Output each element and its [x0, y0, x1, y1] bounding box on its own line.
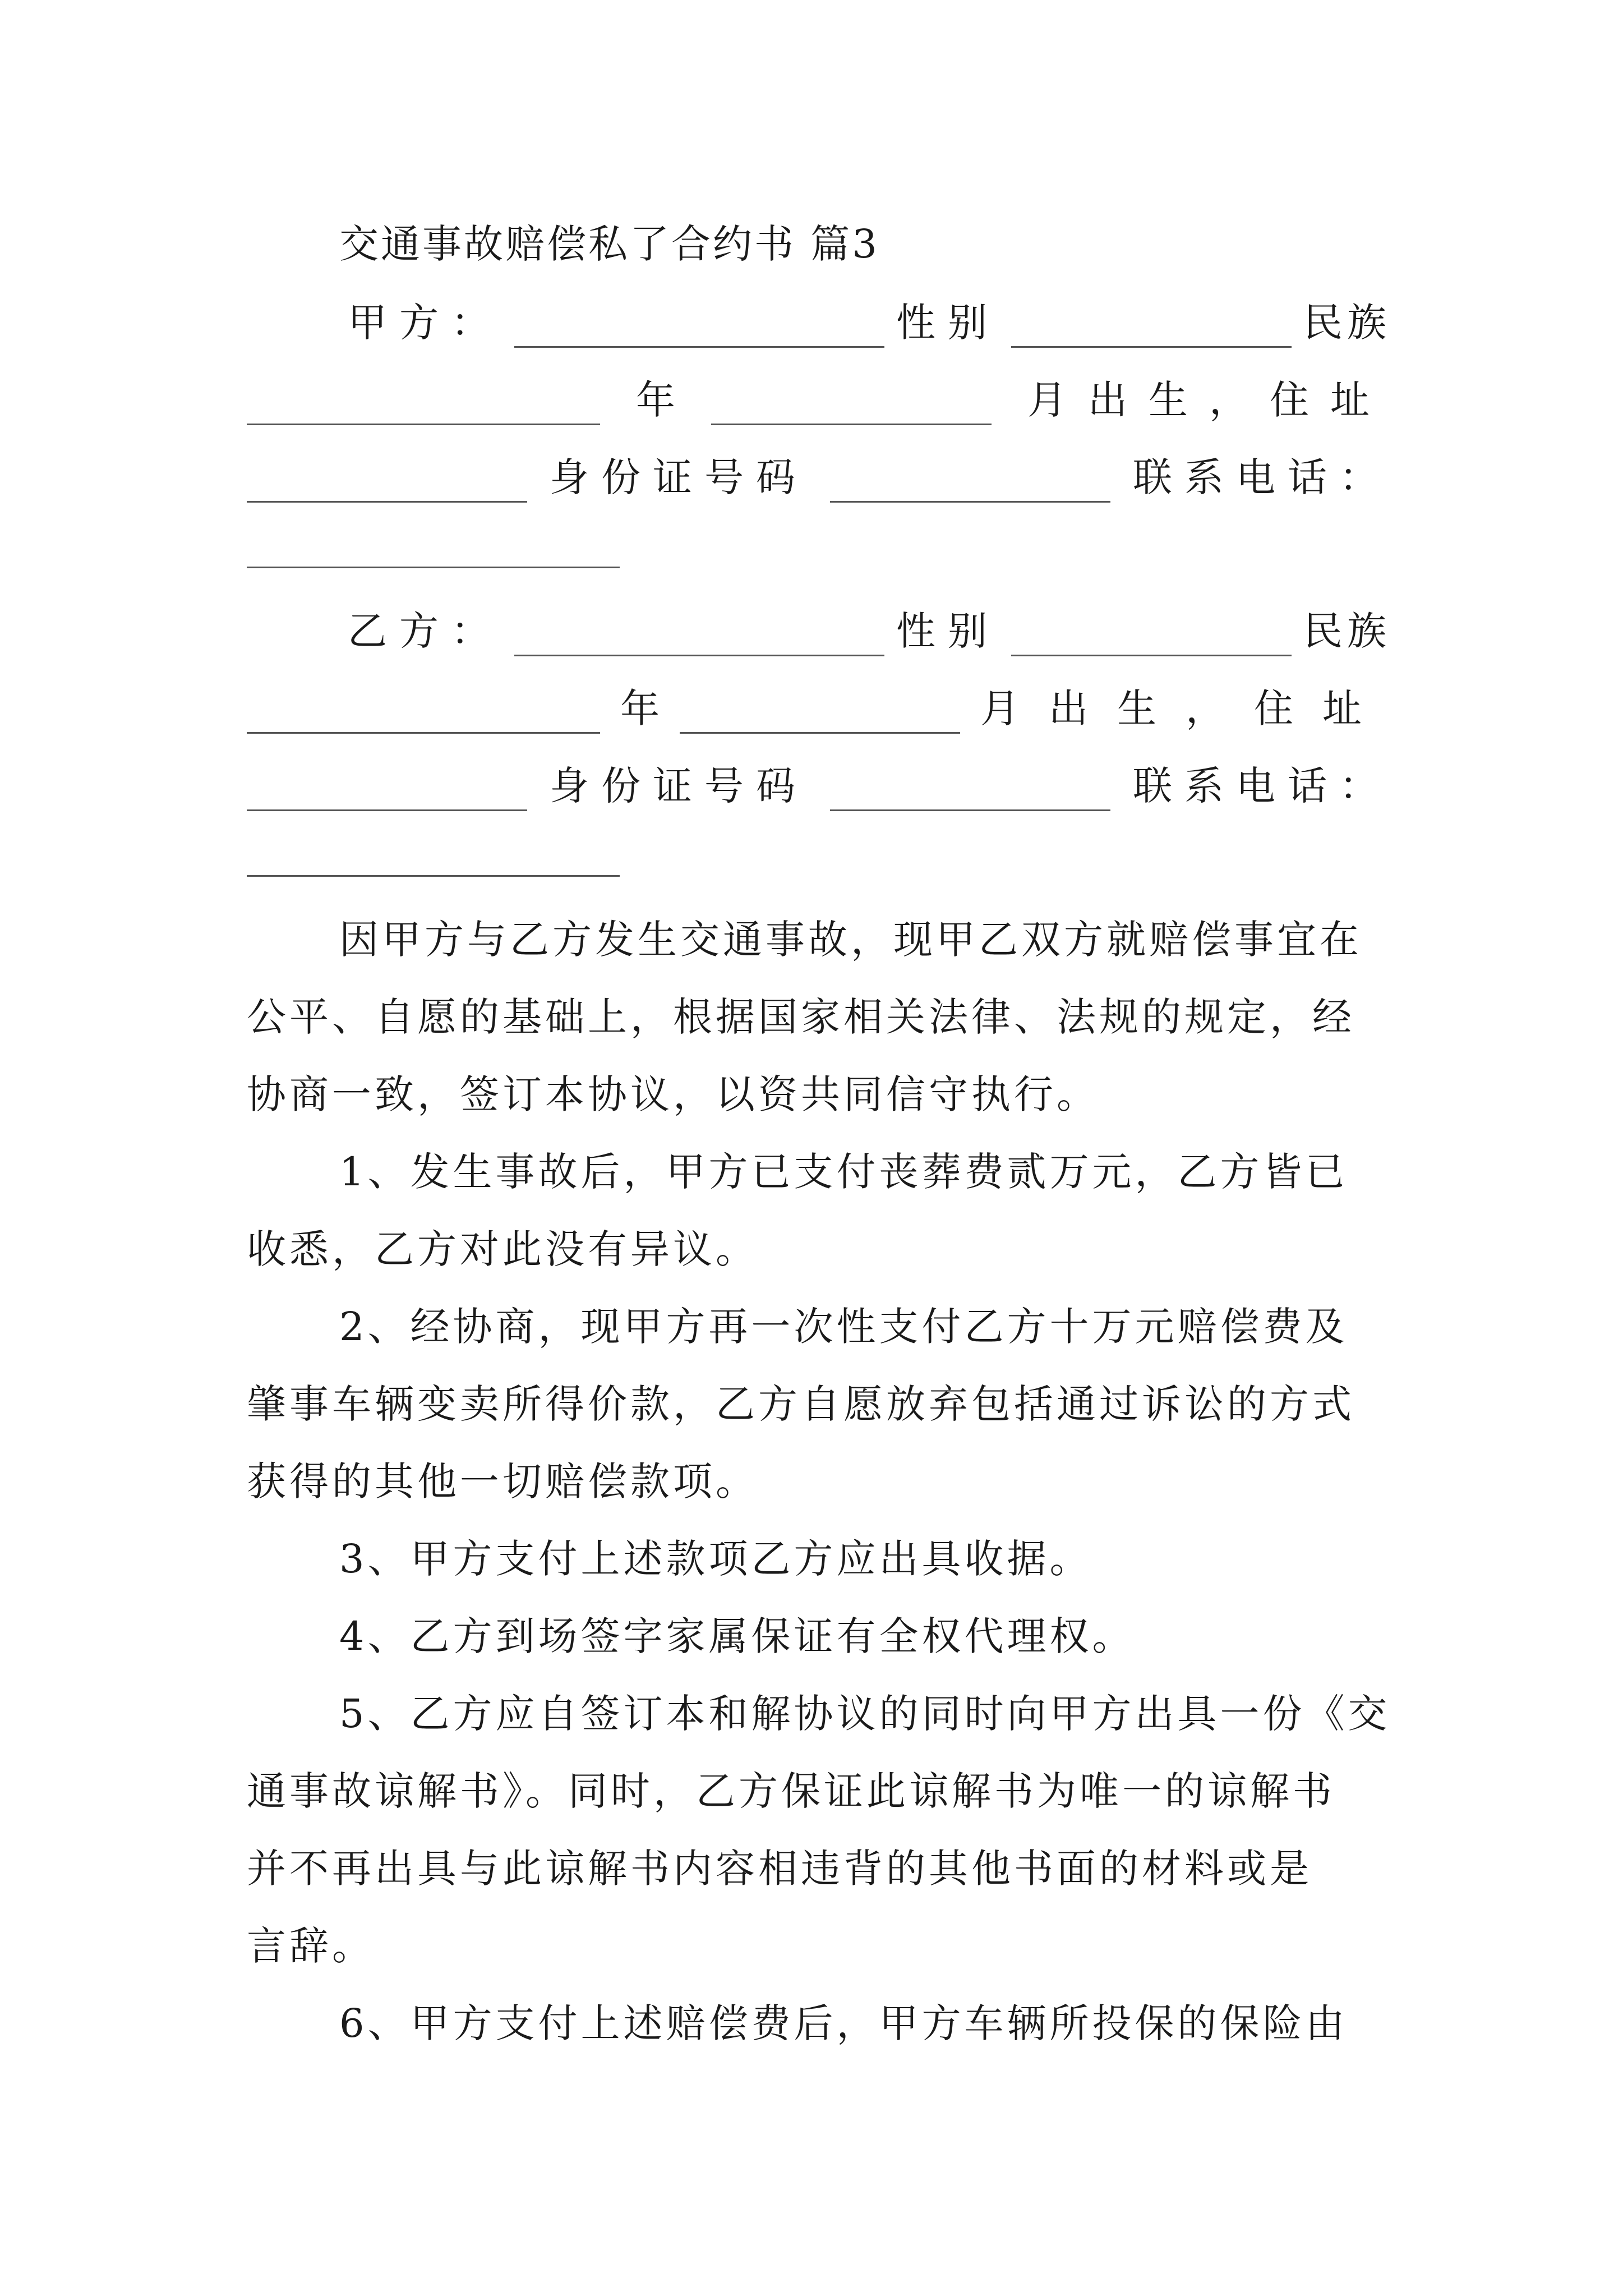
party-a-label: 甲方： — [348, 300, 502, 346]
clause-1-line-2: 收悉，乙方对此没有异议。 — [247, 1226, 758, 1272]
intro-line-2: 公平、自愿的基础上，根据国家相关法律、法规的规定，经 — [247, 994, 1355, 1040]
party-b-gender-blank[interactable] — [1011, 623, 1292, 656]
party-b-line-2 — [247, 683, 1391, 734]
party-a-phone-label: 联系电话： — [1133, 454, 1391, 500]
party-a-ethnicity-blank[interactable] — [247, 392, 600, 425]
party-a-gender-label: 性别 — [896, 300, 999, 346]
clause-5-line-4: 言辞。 — [247, 1923, 375, 1969]
party-b-label: 乙方： — [348, 608, 502, 654]
party-b-line-4 — [247, 838, 1391, 889]
document-title: 交通事故赔偿私了合约书 篇3 — [339, 221, 879, 267]
party-a-line-1 — [348, 297, 1391, 348]
party-a-id-label: 身份证号码 — [550, 454, 808, 500]
party-b-year-label: 年 — [620, 685, 660, 731]
party-a-year-label: 年 — [636, 377, 675, 423]
party-b-ethnicity-label: 民族 — [1303, 608, 1391, 654]
clause-5-line-1: 5、乙方应自签订本和解协议的同时向甲方出具一份《交 — [339, 1691, 1391, 1737]
party-a-born-label: 月出生，住址 — [1027, 377, 1391, 423]
clause-4: 4、乙方到场签字家属保证有全权代理权。 — [339, 1613, 1135, 1659]
party-a-ethnicity-label: 民族 — [1303, 300, 1391, 346]
party-b-line-3 — [247, 761, 1391, 811]
party-a-phone-blank[interactable] — [247, 535, 620, 568]
party-b-year-blank[interactable] — [680, 701, 960, 734]
party-b-address-blank[interactable] — [247, 778, 527, 811]
party-b-id-label: 身份证号码 — [550, 763, 808, 809]
party-b-name-blank[interactable] — [514, 623, 884, 656]
clause-2-line-1: 2、经协商，现甲方再一次性支付乙方十万元赔偿费及 — [339, 1304, 1348, 1350]
party-a-name-blank[interactable] — [514, 315, 884, 348]
party-b-phone-label: 联系电话： — [1133, 763, 1391, 809]
party-a-year-blank[interactable] — [711, 392, 992, 425]
party-a-line-3 — [247, 452, 1391, 503]
party-a-id-blank[interactable] — [830, 470, 1110, 503]
party-a-address-blank[interactable] — [247, 470, 527, 503]
party-b-gender-label: 性别 — [896, 608, 999, 654]
clause-5-line-3: 并不再出具与此谅解书内容相违背的其他书面的材料或是 — [247, 1846, 1312, 1892]
party-a-line-2 — [247, 375, 1391, 425]
party-b-phone-blank[interactable] — [247, 844, 620, 877]
clause-2-line-3: 获得的其他一切赔偿款项。 — [247, 1458, 758, 1504]
intro-line-1: 因甲方与乙方发生交通事故，现甲乙双方就赔偿事宜在 — [339, 917, 1362, 963]
intro-line-3: 协商一致，签订本协议，以资共同信守执行。 — [247, 1071, 1099, 1117]
clause-3: 3、甲方支付上述款项乙方应出具收据。 — [339, 1536, 1092, 1582]
clause-1-line-1: 1、发生事故后，甲方已支付丧葬费贰万元，乙方皆已 — [339, 1149, 1348, 1195]
party-a-gender-blank[interactable] — [1011, 315, 1292, 348]
party-a-line-4 — [247, 530, 1391, 580]
clause-2-line-2: 肇事车辆变卖所得价款，乙方自愿放弃包括通过诉讼的方式 — [247, 1381, 1355, 1427]
clause-5-line-2: 通事故谅解书》。同时，乙方保证此谅解书为唯一的谅解书 — [247, 1768, 1335, 1814]
party-b-ethnicity-blank[interactable] — [247, 701, 600, 734]
party-b-born-label: 月出生，住址 — [980, 685, 1391, 731]
party-b-id-blank[interactable] — [830, 778, 1110, 811]
party-b-line-1 — [348, 606, 1391, 656]
clause-6-line-1: 6、甲方支付上述赔偿费后，甲方车辆所投保的保险由 — [339, 2000, 1348, 2046]
